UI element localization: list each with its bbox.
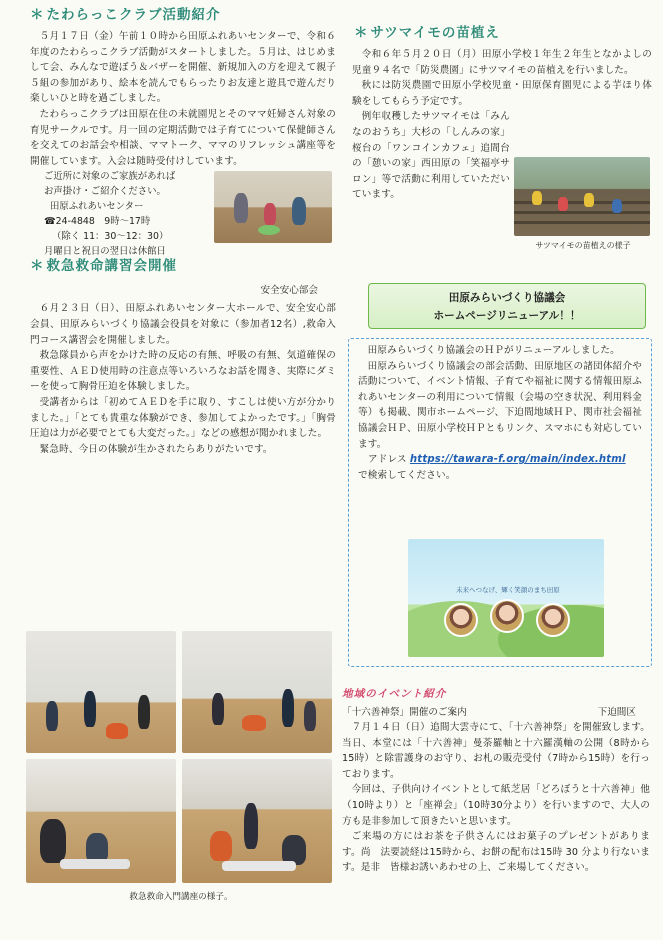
rescue-photo-4 [182, 759, 332, 883]
rescue-photo-1 [26, 631, 176, 753]
club-photo [214, 171, 332, 243]
hp-screenshot-image [408, 539, 604, 657]
event-paragraph-1: ７月１４日（日）追間大雲寺にて、「十六善神祭」を開催致します。当日、本堂には「十六善神」曼荼羅軸と十六羅漢軸の公開（8時から15時）と除雷護身のお守り、お札の販売受付（7時から15時）を行っております。 [342, 722, 650, 780]
contact-line: ご近所に対象のご家族があれば [44, 171, 176, 183]
events-section [342, 686, 650, 876]
sweetpotato-paragraph-1: 令和６年５月２０日（月）田原小学校１年生２年生となかよしの児童９４名で「防災農園」にサツマイモの苗植えを行いました。 [352, 49, 652, 76]
rescue-paragraph-2: 救急隊員から声をかけた時の反応の有無、呼吸の有無、気道確保の重要性、ＡＥＤ使用時の注意点等いろいろなお話を聞き、実際にダミーを使って胸骨圧迫を体験しました。 [30, 350, 336, 393]
club-paragraph-2: たわらっこクラブは田原在住の未就園児とそのママ妊婦さん対象の育児サークルです。月一回の定期活動では子育てについて保健師さんを交えてのお話会や相談、ママトーク、ママのリフレッシュ講座等を開催しています。入会は随時受付けしています。 [30, 108, 336, 167]
rescue-heading: ＊ 救急救命講習会開催 [30, 258, 177, 275]
banner-line-2: ホームページリニューアル！！ [433, 310, 581, 322]
rescue-photo-grid [26, 631, 332, 903]
rescue-photo-3 [26, 759, 176, 883]
contact-line: 田原ふれあいセンター [50, 201, 144, 213]
hp-search-text: で検索してください。 [358, 469, 456, 481]
contact-phone: ☎24-4848 9時～17時 [44, 216, 151, 228]
rescue-dept: 安全安心部会 [260, 285, 318, 297]
rescue-photo-2 [182, 631, 332, 753]
sweetpotato-heading: ＊ サツマイモの苗植え [354, 25, 500, 41]
hp-paragraph-1: 田原みらいづくり協議会のＨＰがリニューアルしました。 [367, 345, 620, 356]
club-heading: ＊ たわらっこクラブ活動紹介 [30, 7, 221, 23]
contact-line: （除く 11：30～12：30） [52, 231, 169, 243]
hp-address-label: アドレス [368, 454, 407, 466]
rescue-paragraph-4: 緊急時、今日の体験が生かされたらありがたいです。 [39, 443, 273, 455]
hp-paragraph-2: 田原みらいづくり協議会の部会活動、田原地区の諸団体紹介や活動について、イベント情報、子育てや福祉に関する情報田原ふれあいセンターの利用について情報（会場の空き状況、利用料金等）も掲載、関市ホームページ、下迫間地域ＨＰ、関市社会福祉協議会ＨＰ、田原小学校ＨＰともリンク、スマホにも対応しています。 [358, 360, 642, 450]
sweetpotato-paragraph-2: 秋には防災農園で田原小学校児童・田原保育園児による芋ほり体験をしてもらう予定です。 [352, 80, 652, 107]
event-paragraph-3: ご来場の方にはお茶を子供さんにはお菓子のプレゼントがあります。尚 法要読経は15時から、お餅の配布は15時 30 分より行ないます。是非 皆様お誘いあわせの上、ご来場してください。 [342, 831, 650, 874]
sweetpotato-photo [514, 157, 650, 236]
club-contact [44, 169, 224, 259]
sweetpotato-paragraph-3: 例年収穫したサツマイモは「みんなのおうち」大杉の「しんみの家」桜台の「ワンコインカフェ」追間台の「憩いの家」西田原の「笑福亭サロン」等で活動に利用していただいています。 [352, 111, 510, 201]
rescue-photo-caption: 救急救命入門講座の様子。 [129, 892, 233, 902]
event-paragraph-2: 今回は、子供向けイベントとして紙芝居「どろぼうと十六善神」他（10時より）と「座禅会」（10時30分より）を行いますので、大人の方も是非参加して頂きたいと思います。 [342, 784, 650, 827]
contact-line: お声掛け・ご紹介ください。 [44, 186, 166, 198]
sweetpotato-caption: サツマイモの苗植えの様子 [535, 241, 631, 250]
left-column [30, 6, 336, 457]
hp-slogan: 未来へつなげ、輝く笑顔のまち田原 [456, 586, 560, 594]
hp-url-link[interactable]: https://tawara-f.org/main/index.html [409, 454, 626, 466]
banner-line-1: 田原みらいづくり協議会 [448, 292, 566, 304]
club-paragraph-1: ５月１７日（金）午前１０時から田原ふれあいセンターで、令和６年度のたわらっこクラブ活動がスタートしました。５月は、はじめまして会、みんなで遊ぼう＆バザーを開催、新規加入の方を迎えて親子５組の参加があり、絵本を読んでもらったりお友達と遊具で遊んだり楽しいひと時を過ごしました。 [30, 31, 336, 105]
contact-line: 月曜日と祝日の翌日は休館日 [44, 246, 166, 258]
hp-renewal-banner [368, 283, 646, 329]
hp-address [358, 452, 642, 468]
rescue-paragraph-3: 受講者からは「初めてＡＥＤを手に取り、すこしは使い方が分かりました。」「とても貴重な体験ができ、参加してよかったです。」「胸骨圧迫は力が必要でとても大変だった。」などの感想が聞かれました。 [30, 396, 336, 440]
hp-info-text [358, 343, 642, 483]
rescue-paragraph-1: ６月２３日（日）、田原ふれあいセンター大ホールで、安全安心部会員、田原みらいづくり協議会役員を対象に（参加者12名）,救命入門コース講習会を開催しました。 [30, 303, 336, 346]
event-title-row [342, 705, 650, 720]
events-heading: 地域のイベント紹介 [342, 688, 447, 700]
event-title: 「十六善神祭」開催のご案内 [342, 707, 467, 718]
event-org: 下迫間区 [597, 707, 636, 718]
